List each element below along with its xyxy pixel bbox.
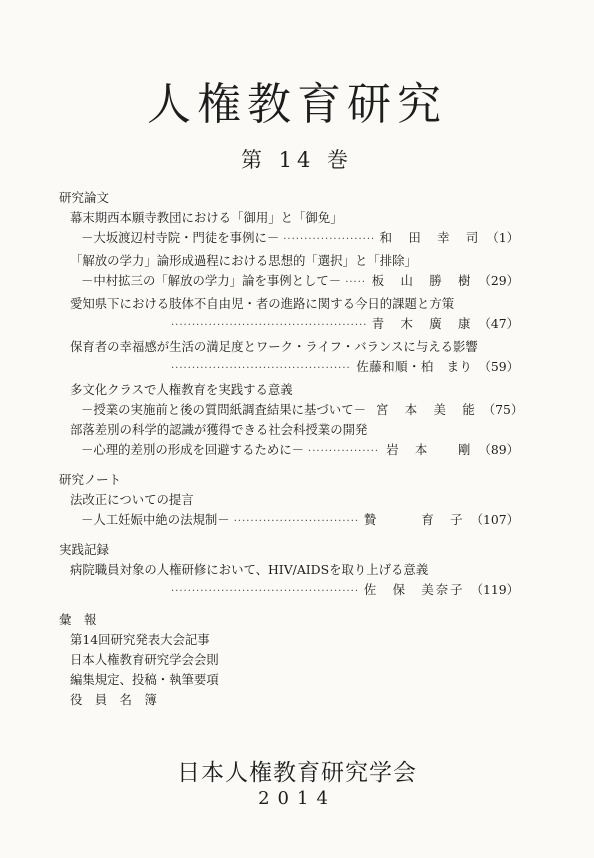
entry-page: （1） (486, 230, 519, 245)
news-item[interactable]: 日本人権教育研究学会会則 (70, 652, 219, 667)
toc-entry[interactable] (70, 208, 519, 248)
entry-author: 佐藤和順・柏 まり (356, 359, 473, 374)
entry-title: 部落差別の科学的認識が獲得できる社会科授業の開発 (70, 422, 368, 437)
publication-year: 2014 (258, 788, 336, 809)
leader-dots (171, 320, 366, 331)
toc-entry[interactable] (70, 380, 524, 420)
leader-dots (234, 516, 358, 527)
entry-page: （29） (478, 273, 519, 288)
toc-entry[interactable] (70, 560, 519, 600)
news-item[interactable]: 編集規定、投稿・執筆要項 (70, 672, 219, 687)
leader-dots (283, 234, 373, 245)
volume-number: 第 14 巻 (240, 148, 354, 172)
entry-title: 病院職員対象の人権研修において、HIV/AIDSを取り上げる意義 (70, 562, 429, 577)
entry-page: （47） (478, 316, 519, 331)
entry-title: 「解放の学力」論形成過程における思想的「選択」と「排除」 (70, 253, 417, 268)
entry-page: （119） (470, 582, 519, 597)
journal-title: 人権教育研究 (147, 79, 447, 130)
table-of-contents (59, 188, 524, 710)
leader-dots (171, 363, 350, 374)
entry-author: 宮 本 美 能 (375, 402, 477, 417)
section-heading-research: 研究論文 (59, 190, 110, 205)
leader-dots (171, 586, 358, 597)
entry-author: 板 山 勝 樹 (371, 273, 473, 288)
entry-title: 幕末期西本願寺教団における「御用」と「御免」 (70, 210, 343, 225)
entry-page: （107） (470, 512, 519, 527)
entry-author: 贄 育 子 (363, 512, 465, 527)
entry-author: 和 田 幸 司 (379, 230, 481, 245)
toc-entry[interactable] (70, 251, 519, 291)
toc-entry[interactable] (70, 420, 519, 460)
news-list (70, 630, 519, 710)
entry-author: 青 木 廣 康 (371, 316, 473, 331)
section-heading-practice: 実践記録 (59, 542, 110, 557)
entry-subtitle: －大坂渡辺村寺院・門徒を事例に－ (81, 230, 280, 245)
leader-dots (345, 277, 366, 288)
section-heading-notes: 研究ノート (59, 472, 122, 487)
toc-entry[interactable] (70, 294, 519, 334)
entry-page: （59） (478, 359, 519, 374)
entry-page: （89） (478, 442, 519, 457)
entry-page: （75） (482, 402, 524, 417)
news-item[interactable]: 役 員 名 簿 (70, 692, 157, 707)
leader-dots (308, 446, 380, 457)
section-heading-news: 彙 報 (59, 612, 97, 627)
toc-entry[interactable] (70, 337, 519, 377)
entry-title: 愛知県下における肢体不自由児・者の進路に関する今日的課題と方策 (70, 296, 455, 311)
entry-title: 法改正についての提言 (70, 492, 194, 507)
entry-title: 多文化クラスで人権教育を実践する意義 (70, 382, 293, 397)
news-item[interactable]: 第14回研究発表大会記事 (70, 632, 210, 647)
publisher-name: 日本人権教育研究学会 (177, 760, 417, 786)
entry-author: 岩 本 剛 (386, 442, 473, 457)
entry-title: 保育者の幸福感が生活の満足度とワーク・ライフ・バランスに与える影響 (70, 339, 478, 354)
entry-subtitle: －心理的差別の形成を回避するために－ (81, 442, 305, 457)
entry-subtitle: －中村拡三の「解放の学力」論を事例として－ (81, 273, 342, 288)
entry-subtitle: －人工妊娠中絶の法規制－ (81, 512, 230, 527)
toc-entry[interactable] (70, 490, 519, 530)
entry-author: 佐 保 美奈子 (363, 582, 465, 597)
entry-subtitle: －授業の実施前と後の質問紙調査結果に基づいて－ (81, 402, 366, 417)
